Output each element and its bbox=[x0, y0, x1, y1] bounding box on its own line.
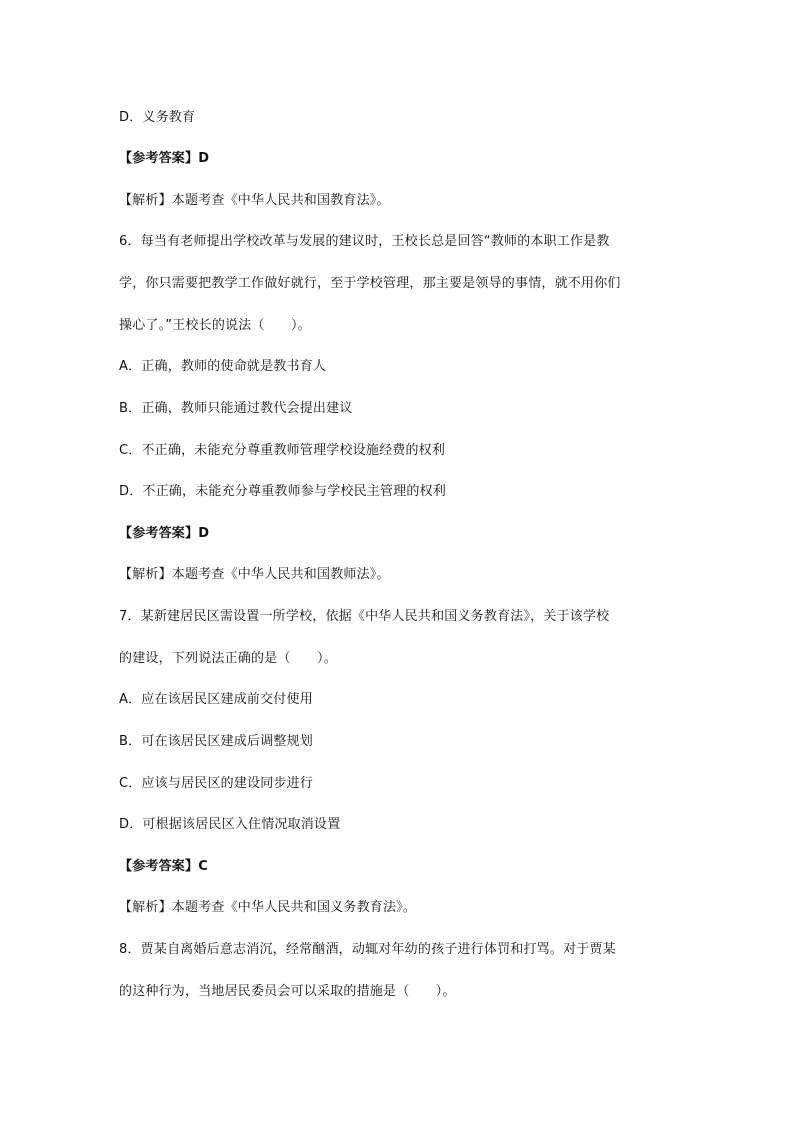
q6-stem-line-1: 6．每当有老师提出学校改革与发展的建议时，王校长总是回答“教师的本职工作是教 bbox=[119, 234, 610, 249]
q8-stem-line-2: 的这种行为，当地居民委员会可以采取的措施是（ ）。 bbox=[119, 984, 456, 999]
q7-answer: 【参考答案】C bbox=[119, 859, 208, 874]
q6-analysis: 【解析】本题考查《中华人民共和国教师法》。 bbox=[119, 567, 390, 582]
q7-stem-line-2: 的建设，下列说法正确的是（ ）。 bbox=[119, 651, 337, 666]
q6-option-d: D．不正确，未能充分尊重教师参与学校民主管理的权利 bbox=[119, 484, 447, 499]
prev-answer: 【参考答案】D bbox=[119, 151, 210, 166]
q8-stem-line-1: 8．贾某自离婚后意志消沉，经常酗酒，动辄对年幼的孩子进行体罚和打骂。对于贾某 bbox=[119, 942, 616, 957]
q6-option-a: A．正确，教师的使命就是教书育人 bbox=[119, 359, 327, 374]
q7-analysis: 【解析】本题考查《中华人民共和国义务教育法》。 bbox=[119, 900, 417, 915]
q6-stem-line-3: 操心了。”王校长的说法（ ）。 bbox=[119, 318, 311, 333]
q7-option-a: A．应在该居民区建成前交付使用 bbox=[119, 692, 313, 707]
q7-stem-line-1: 7．某新建居民区需设置一所学校，依据《中华人民共和国义务教育法》，关于该学校 bbox=[119, 609, 610, 624]
q7-option-b: B．可在该居民区建成后调整规划 bbox=[119, 734, 313, 749]
prev-analysis: 【解析】本题考查《中华人民共和国教育法》。 bbox=[119, 193, 390, 208]
q6-option-b: B．正确，教师只能通过教代会提出建议 bbox=[119, 401, 353, 416]
q6-option-c: C．不正确，未能充分尊重教师管理学校设施经费的权利 bbox=[119, 443, 446, 458]
q6-answer: 【参考答案】D bbox=[119, 526, 210, 541]
q7-option-d: D．可根据该居民区入住情况取消设置 bbox=[119, 817, 341, 832]
q6-stem-line-2: 学，你只需要把教学工作做好就行，至于学校管理，那主要是领导的事情，就不用你们 bbox=[119, 276, 621, 291]
q7-option-c: C．应该与居民区的建设同步进行 bbox=[119, 776, 314, 791]
prev-option-d: D．义务教育 bbox=[119, 110, 196, 125]
